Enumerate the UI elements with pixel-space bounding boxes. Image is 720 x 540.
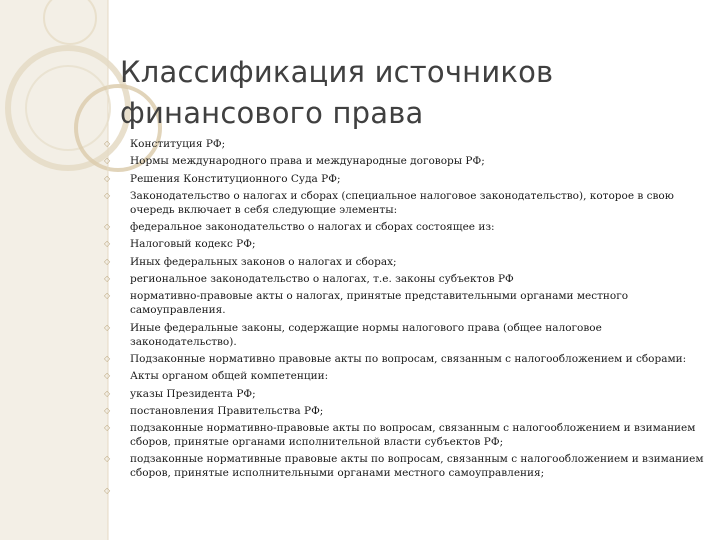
list-item <box>104 237 704 251</box>
diamond-bullet-icon: ◇ <box>104 322 111 332</box>
diamond-bullet-icon: ◇ <box>104 388 111 398</box>
list-item-text: Налоговый кодекс РФ; <box>130 238 256 251</box>
diamond-bullet-icon: ◇ <box>104 291 111 301</box>
list-item <box>104 352 704 366</box>
list-item-text: Нормы международного права и международные договоры РФ; <box>130 155 485 168</box>
diamond-bullet-icon: ◇ <box>104 156 111 166</box>
diamond-bullet-icon: ◇ <box>104 423 111 433</box>
diamond-bullet-icon: ◇ <box>104 274 111 284</box>
diamond-bullet-icon: ◇ <box>104 405 111 415</box>
diamond-bullet-icon: ◇ <box>104 190 111 200</box>
list-item-text: указы Президента РФ; <box>130 387 256 400</box>
diamond-bullet-icon: ◇ <box>104 371 111 381</box>
list-item <box>104 272 704 286</box>
list-item <box>104 172 704 186</box>
list-item <box>104 369 704 383</box>
diamond-bullet-icon: ◇ <box>104 139 111 148</box>
diamond-bullet-icon: ◇ <box>104 256 111 266</box>
diamond-bullet-icon: ◇ <box>104 173 111 183</box>
bullet-list <box>104 137 704 497</box>
slide-title: Классификация источников финансового права <box>120 55 554 130</box>
list-item-text: подзаконные нормативные правовые акты по вопросам, связанным с налогообложением и взиманием сборов, принятые исполнительными органами местного самоуправления; <box>130 453 704 480</box>
list-item <box>104 189 704 217</box>
diamond-bullet-icon: ◇ <box>104 485 111 495</box>
diamond-bullet-icon: ◇ <box>104 353 111 363</box>
list-item <box>104 452 704 480</box>
list-item-text: постановления Правительства РФ; <box>130 404 324 417</box>
diamond-bullet-icon: ◇ <box>104 239 111 249</box>
diamond-bullet-icon: ◇ <box>104 454 111 464</box>
list-item-text: Иных федеральных законов о налогах и сборах; <box>130 255 397 268</box>
list-item <box>104 289 704 317</box>
empty-list-item <box>104 484 704 494</box>
list-item <box>104 321 704 349</box>
list-item-text: региональное законодательство о налогах, т.е. законы субъектов РФ <box>130 273 514 286</box>
diamond-bullet-icon: ◇ <box>104 222 111 232</box>
list-item-text: Законодательство о налогах и сборах (специальное налоговое законодательство), которое в свою очередь включает в себя следующие элементы: <box>130 189 674 216</box>
list-item <box>104 387 704 401</box>
list-item-text: Решения Конституционного Суда РФ; <box>130 172 341 185</box>
list-item-text: Акты органом общей компетенции: <box>130 370 329 383</box>
list-item-text: Подзаконные нормативно правовые акты по вопросам, связанным с налогообложением и сборами: <box>130 352 687 365</box>
list-item-text: федеральное законодательство о налогах и сборах состоящее из: <box>130 221 495 234</box>
list-item-text: подзаконные нормативно-правовые акты по вопросам, связанным с налогообложением и взиманием сборов, принятые органами исполнительной власти субъектов РФ; <box>130 422 696 449</box>
list-item-text: Иные федеральные законы, содержащие нормы налогового права (общее налоговое законодательство). <box>130 321 602 348</box>
list-item-text: Конституция РФ; <box>130 138 226 150</box>
list-item <box>104 255 704 269</box>
list-item <box>104 137 704 151</box>
list-item <box>104 154 704 168</box>
list-item <box>104 421 704 449</box>
list-item <box>104 220 704 234</box>
list-item-text: нормативно-правовые акты о налогах, принятые представительными органами местного самоуправления. <box>130 290 629 317</box>
list-item <box>104 404 704 418</box>
